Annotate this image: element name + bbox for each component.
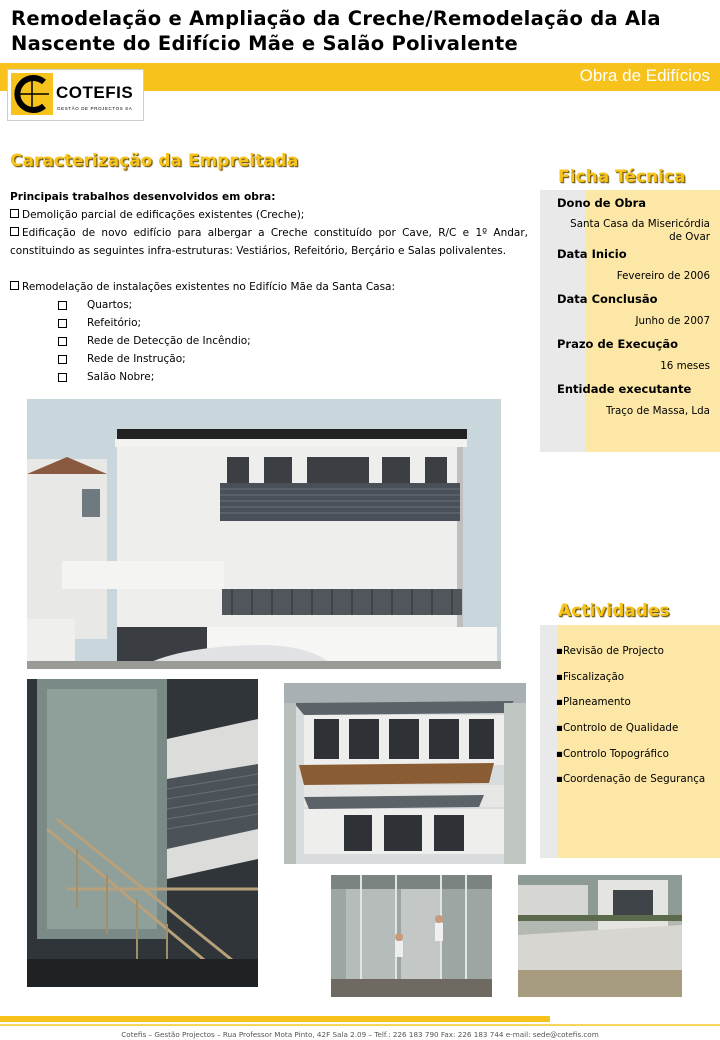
ficha-label: Data Inicio <box>557 247 627 261</box>
work-item-2-text: Edificação de novo edifício para albergar a Creche constituído por Cave, R/C e 1º Andar, constituindo as seguintes infra-estruturas: Vestiários, Refeitório, Berçário e Salas polivalentes. <box>10 227 528 257</box>
ficha-value: Santa Casa da Misericórdia de Ovar <box>570 218 710 243</box>
footer-rule <box>0 1016 550 1022</box>
checkbox-icon <box>10 209 19 218</box>
title-line-2: Nascente do Edifício Mãe e Salão Polivalente <box>11 32 519 55</box>
list-item: ▪Controlo Topográfico <box>556 748 669 760</box>
actividades-panel <box>540 625 720 858</box>
ficha-label: Entidade executante <box>557 382 692 396</box>
checkbox-icon <box>58 301 67 310</box>
list-item: ▪Fiscalização <box>556 671 625 683</box>
awnings-facade-photo <box>284 683 526 864</box>
logo-subtitle: GESTÃO DE PROJECTOS SA <box>57 106 133 111</box>
checkbox-icon <box>58 319 67 328</box>
list-item <box>58 296 528 314</box>
checkbox-icon <box>58 373 67 382</box>
list-item <box>58 314 528 332</box>
actividades-title: Actividades <box>558 601 670 621</box>
ficha-value: Fevereiro de 2006 <box>616 270 710 282</box>
logo-name: COTEFIS <box>56 83 134 102</box>
ficha-value: Traço de Massa, Lda <box>605 405 710 417</box>
section-title: Caracterização da Empreitada <box>10 151 299 171</box>
work-item-3-text: Remodelação de instalações existentes no Edifício Mãe da Santa Casa: <box>22 281 396 293</box>
list-item <box>58 350 528 368</box>
checkbox-icon <box>10 227 19 236</box>
checkbox-icon <box>58 355 67 364</box>
ficha-label: Prazo de Execução <box>557 337 679 351</box>
checkbox-icon <box>10 281 19 290</box>
list-item <box>58 368 528 386</box>
list-item-label: Refeitório; <box>87 317 142 329</box>
works-heading: Principais trabalhos desenvolvidos em obra: <box>10 191 276 203</box>
sub-items-list <box>58 296 528 386</box>
ficha-label: Dono de Obra <box>557 196 647 210</box>
page-title <box>11 6 711 56</box>
list-item <box>58 332 528 350</box>
ficha-panel <box>540 190 720 452</box>
ficha-label: Data Conclusão <box>557 292 658 306</box>
list-item-label: Quartos; <box>87 299 133 311</box>
courtyard-photo <box>518 875 682 997</box>
work-item-1-text: Demolição parcial de edificações existentes (Creche); <box>22 209 305 221</box>
building-facade-photo <box>27 399 501 669</box>
checkbox-icon <box>58 337 67 346</box>
footer-contact: Cotefis – Gestão Projectos – Rua Professor Mota Pinto, 42F Sala 2.09 – Telf.: 226 183 790 Fax: 226 183 744 e-mail: sede@cotefis.com <box>121 1030 599 1039</box>
work-item-3 <box>10 278 528 296</box>
list-item-label: Rede de Detecção de Incêndio; <box>87 335 251 347</box>
interior-construction-photo <box>331 875 492 997</box>
list-item: ▪Revisão de Projecto <box>556 645 664 657</box>
ficha-title: Ficha Técnica <box>558 167 686 187</box>
category-label: Obra de Edifícios <box>579 66 710 85</box>
work-item-2 <box>10 224 528 260</box>
work-item-1 <box>10 206 528 224</box>
list-item: ▪Coordenação de Segurança <box>556 773 706 785</box>
cotefis-logo <box>7 69 144 121</box>
works-description <box>10 188 528 386</box>
list-item-label: Salão Nobre; <box>87 371 155 383</box>
staircase-photo <box>27 679 258 987</box>
ficha-value: Junho de 2007 <box>635 315 710 327</box>
list-item: ▪Planeamento <box>556 696 631 708</box>
footer-rule-thin <box>0 1024 720 1026</box>
title-line-1: Remodelação e Ampliação da Creche/Remodelação da Ala <box>11 7 661 30</box>
ficha-value: 16 meses <box>660 360 710 372</box>
list-item-label: Rede de Instrução; <box>87 353 186 365</box>
list-item: ▪Controlo de Qualidade <box>556 722 679 734</box>
logo-mark-icon <box>11 73 53 115</box>
